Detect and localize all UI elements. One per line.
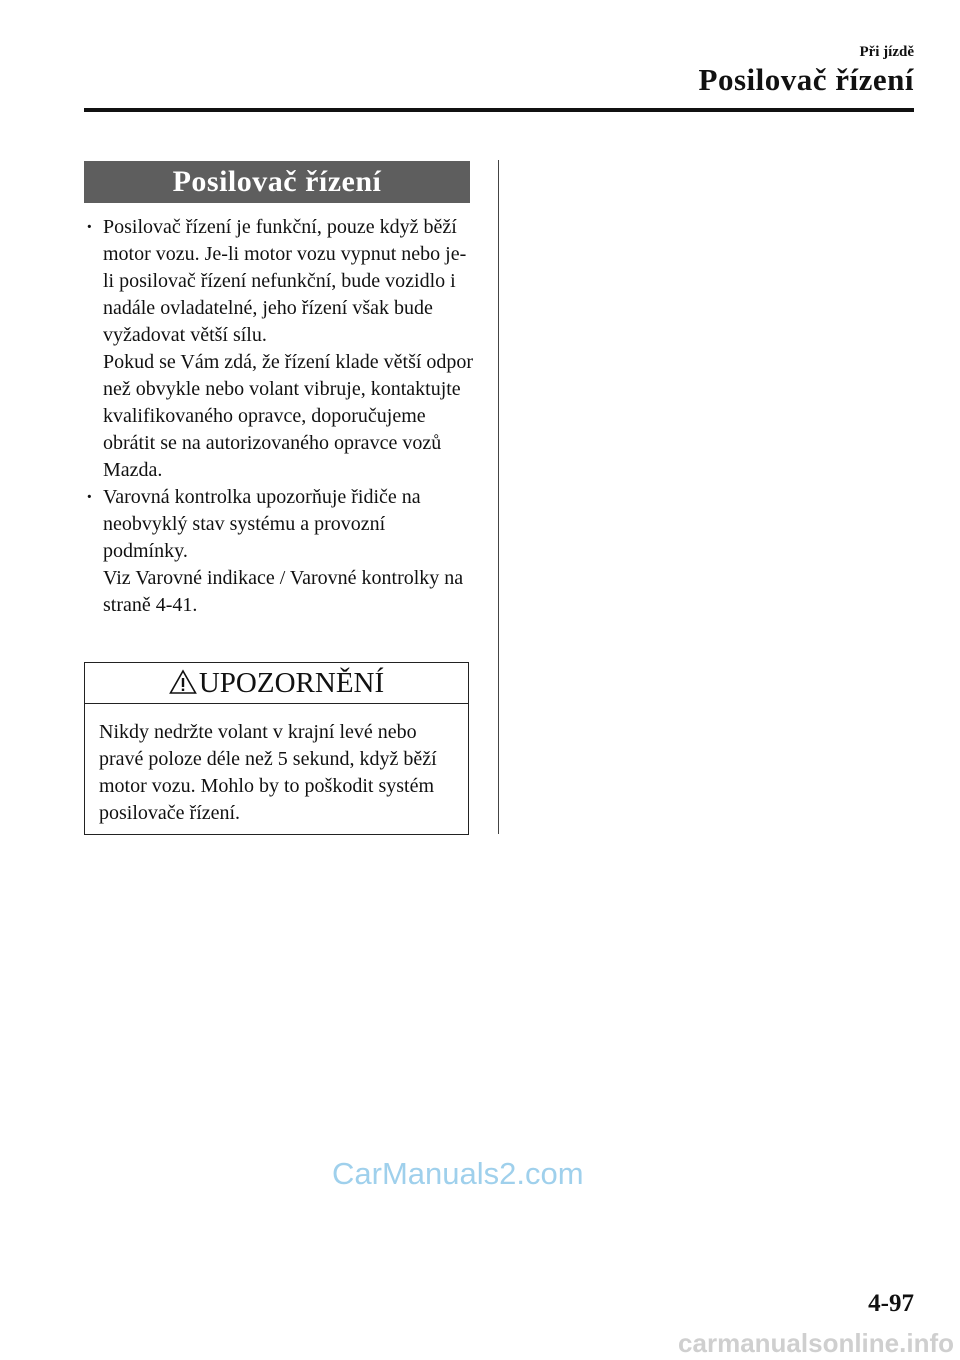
watermark-logo: CarManuals2.com <box>332 1156 584 1191</box>
bullet-list <box>84 214 474 619</box>
bullet-paragraph: Varovná kontrolka upozorňuje řidiče na neobvyklý stav systému a provozní podmínky. <box>103 486 421 562</box>
section-title-banner: Posilovač řízení <box>84 161 470 203</box>
page-number: 4-97 <box>868 1290 914 1317</box>
bullet-dot-icon: · <box>86 216 93 238</box>
bullet-paragraph: Posilovač řízení je funkční, pouze když běží motor vozu. Je-li motor vozu vypnut nebo je-li posilovač řízení nefunkční, bude vozidlo i nadále ovladatelné, jeho řízení však bude vyžadovat větší sílu. <box>103 216 467 346</box>
bullet-dot-icon: · <box>86 486 93 508</box>
caution-header <box>85 663 468 704</box>
column-divider <box>498 160 499 834</box>
warning-triangle-icon <box>169 669 197 695</box>
bullet-item <box>84 484 474 619</box>
caution-text: Nikdy nedržte volant v krajní levé nebo pravé poloze déle než 5 sekund, když běží motor vozu. Mohlo by to poškodit systém posilovače řízení. <box>99 721 437 824</box>
page-header-title: Posilovač řízení <box>698 62 914 97</box>
bullet-paragraph: Viz Varovné indikace / Varovné kontrolky na straně 4-41. <box>103 567 464 616</box>
bullet-item <box>84 214 474 484</box>
bullet-paragraph: Pokud se Vám zdá, že řízení klade větší odpor než obvykle nebo volant vibruje, kontaktujte kvalifikovaného opravce, doporučujeme obrátit se na autorizovaného opravce vozů Mazda. <box>103 351 474 481</box>
caution-title: UPOZORNĚNÍ <box>198 666 385 699</box>
chapter-label: Při jízdě <box>859 44 914 60</box>
footer-watermark: carmanualsonline.info <box>678 1328 954 1358</box>
caution-box <box>84 662 469 835</box>
header-divider <box>84 108 914 112</box>
